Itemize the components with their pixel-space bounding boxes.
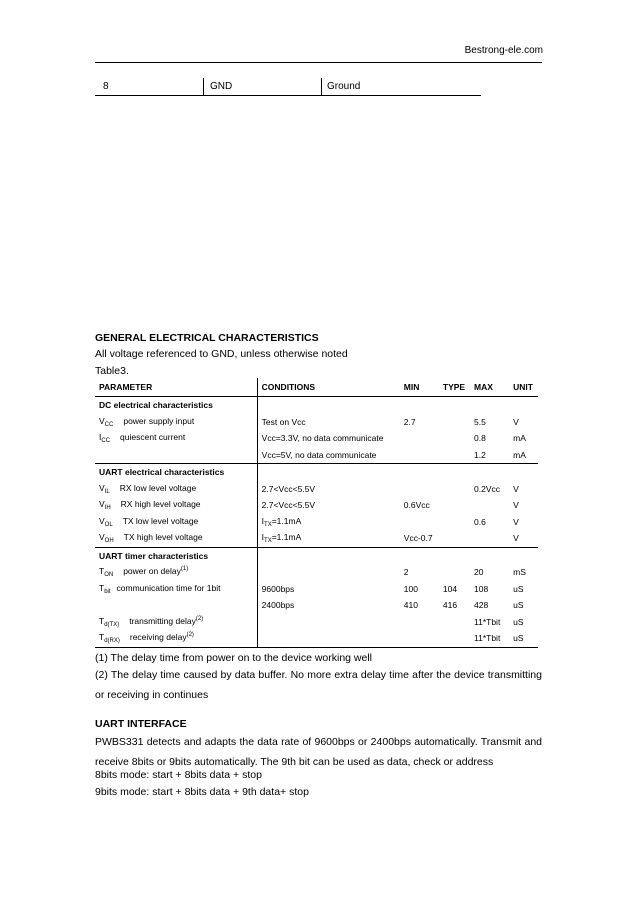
table-header-row [95,378,538,397]
min-cell: Vcc-0.7 [403,533,433,544]
group-row-uart [95,464,538,481]
unit-cell: V [513,483,519,494]
group-row-dc [95,397,538,414]
max-cell: 0.2Vcc [474,483,500,494]
header-conditions: CONDITIONS [257,378,400,397]
max-cell: 0.8 [474,433,486,444]
param-cell [95,447,257,464]
type-cell [439,514,470,531]
param-cell: $T_{d(RX)}$ receiving delay$^{(2)}$ [95,630,257,647]
type-cell [439,430,470,447]
cond-cell: 2.7<Vcc<5.5V [261,500,316,511]
param-cell: $I_{CC}$ quiescent current [95,430,257,447]
param-cell: $T_{d(TX)}$ transmitting delay$^{(2)}$ [95,614,257,631]
unit-cell: mA [513,433,526,444]
type-cell: 416 [442,600,458,611]
min-cell [400,614,439,631]
max-cell: 428 [474,600,489,611]
type-cell [439,497,470,514]
table-row [95,630,538,647]
table-row [95,597,538,614]
table-label: Table3. [95,365,129,377]
group-label: UART timer characteristics [95,547,257,564]
param-cell [95,597,257,614]
type-cell [439,530,470,547]
cond-cell: Vcc=5V, no data communicate [261,449,377,460]
param-cell: $T_{bit}$ communication time for 1bit [95,581,257,598]
min-cell: 410 [403,600,418,611]
max-cell: 1.2 [474,449,486,460]
min-cell [400,447,439,464]
group-label: UART electrical characteristics [95,464,257,481]
table-row [95,447,538,464]
unit-cell: uS [513,600,524,611]
header-parameter: PARAMETER [95,378,257,397]
unit-cell: V [513,516,519,527]
header-min: MIN [400,378,439,397]
max-cell: 108 [474,583,489,594]
unit-cell: uS [513,583,524,594]
unit-cell: uS [513,616,524,627]
max-cell: 0.6 [474,516,486,527]
unit-cell: V [513,416,519,427]
unit-cell: mA [513,449,526,460]
param-cell: $T_{ON}$ power on delay$^{(1)}$ [95,564,257,581]
max-cell [470,497,509,514]
param-cell: $V_{IH}$ RX high level voltage [95,497,257,514]
table-row [95,514,538,531]
cond-cell [257,630,400,647]
table-row [95,481,538,498]
type-cell [439,564,470,581]
cond-cell: 9600bps [261,583,295,594]
param-cell: $V_{OL}$ TX low level voltage [95,514,257,531]
pin-number: 8 [103,81,109,92]
table-row [95,430,538,447]
cond-cell: 2400bps [261,600,295,611]
min-cell: 2 [403,567,409,578]
unit-cell: uS [509,630,538,647]
group-row-timer [95,547,538,564]
min-cell [400,514,439,531]
footnote-2: (2) The delay time caused by data buffer. No more extra delay time after the device transmitting or receiving in continues [95,669,542,701]
site-header: Bestrong-ele.com [464,45,543,56]
unit-cell: V [513,533,519,544]
group-label: DC electrical characteristics [95,397,257,414]
electrical-subtitle: All voltage referenced to GND, unless otherwise noted [95,348,348,360]
cond-cell: Test on Vcc [261,416,306,427]
min-cell: 100 [403,583,418,594]
max-cell: 5.5 [474,416,486,427]
uart-mode-9bit: 9bits mode: start + 8bits data + 9th data+ stop [95,786,309,798]
pin-name: GND [210,81,233,92]
cell-divider [203,78,204,95]
min-cell [400,630,439,647]
table-row [95,414,538,431]
unit-cell: mS [513,567,526,578]
table-row [95,581,538,598]
uart-paragraph: PWBS331 detects and adapts the data rate of 9600bps or 2400bps automatically. Transmit and receive 8bits or 9bits automatically. The 9th bit can be used as data, check or address [95,736,542,768]
electrical-table [95,378,538,648]
min-cell: 0.6Vcc [403,500,430,511]
type-cell [439,414,470,431]
electrical-title: GENERAL ELECTRICAL CHARACTERISTICS [95,332,319,344]
table-row [95,614,538,631]
table-row [95,530,538,547]
pin-description: Ground [327,81,361,92]
cond-cell: 2.7<Vcc<5.5V [261,483,316,494]
footnote-1: (1) The delay time from power on to the device working well [95,652,373,664]
cond-cell: Vcc=3.3V, no data communicate [261,433,384,444]
cond-cell [257,614,400,631]
uart-mode-8bit: 8bits mode: start + 8bits data + stop [95,769,262,781]
unit-cell: V [513,500,519,511]
pin-table-row [95,78,481,96]
header-rule [95,62,542,63]
max-cell: 20 [474,567,484,578]
param-cell: $V_{CC}$ power supply input [95,414,257,431]
header-max: MAX [470,378,509,397]
uart-title: UART INTERFACE [95,718,187,730]
type-cell [439,630,470,647]
type-cell [439,481,470,498]
min-cell: 2.7 [403,416,416,427]
cond-cell: $I_{TX}=1.1mA$ [261,532,302,545]
max-cell: 11*Tbit [470,630,509,647]
max-cell: 11*Tbit [474,616,501,627]
type-cell [439,614,470,631]
param-cell: $V_{OH}$ TX high level voltage [95,530,257,547]
header-unit: UNIT [509,378,538,397]
cond-cell: $I_{TX}=1.1mA$ [261,515,302,528]
min-cell [400,481,439,498]
cell-divider [321,78,322,95]
header-type: TYPE [439,378,470,397]
table-row [95,564,538,581]
table-row [95,497,538,514]
max-cell [470,530,509,547]
type-cell [439,447,470,464]
cond-cell [257,564,400,581]
param-cell: $V_{IL}$ RX low level voltage [95,481,257,498]
min-cell [400,430,439,447]
type-cell: 104 [442,583,458,594]
